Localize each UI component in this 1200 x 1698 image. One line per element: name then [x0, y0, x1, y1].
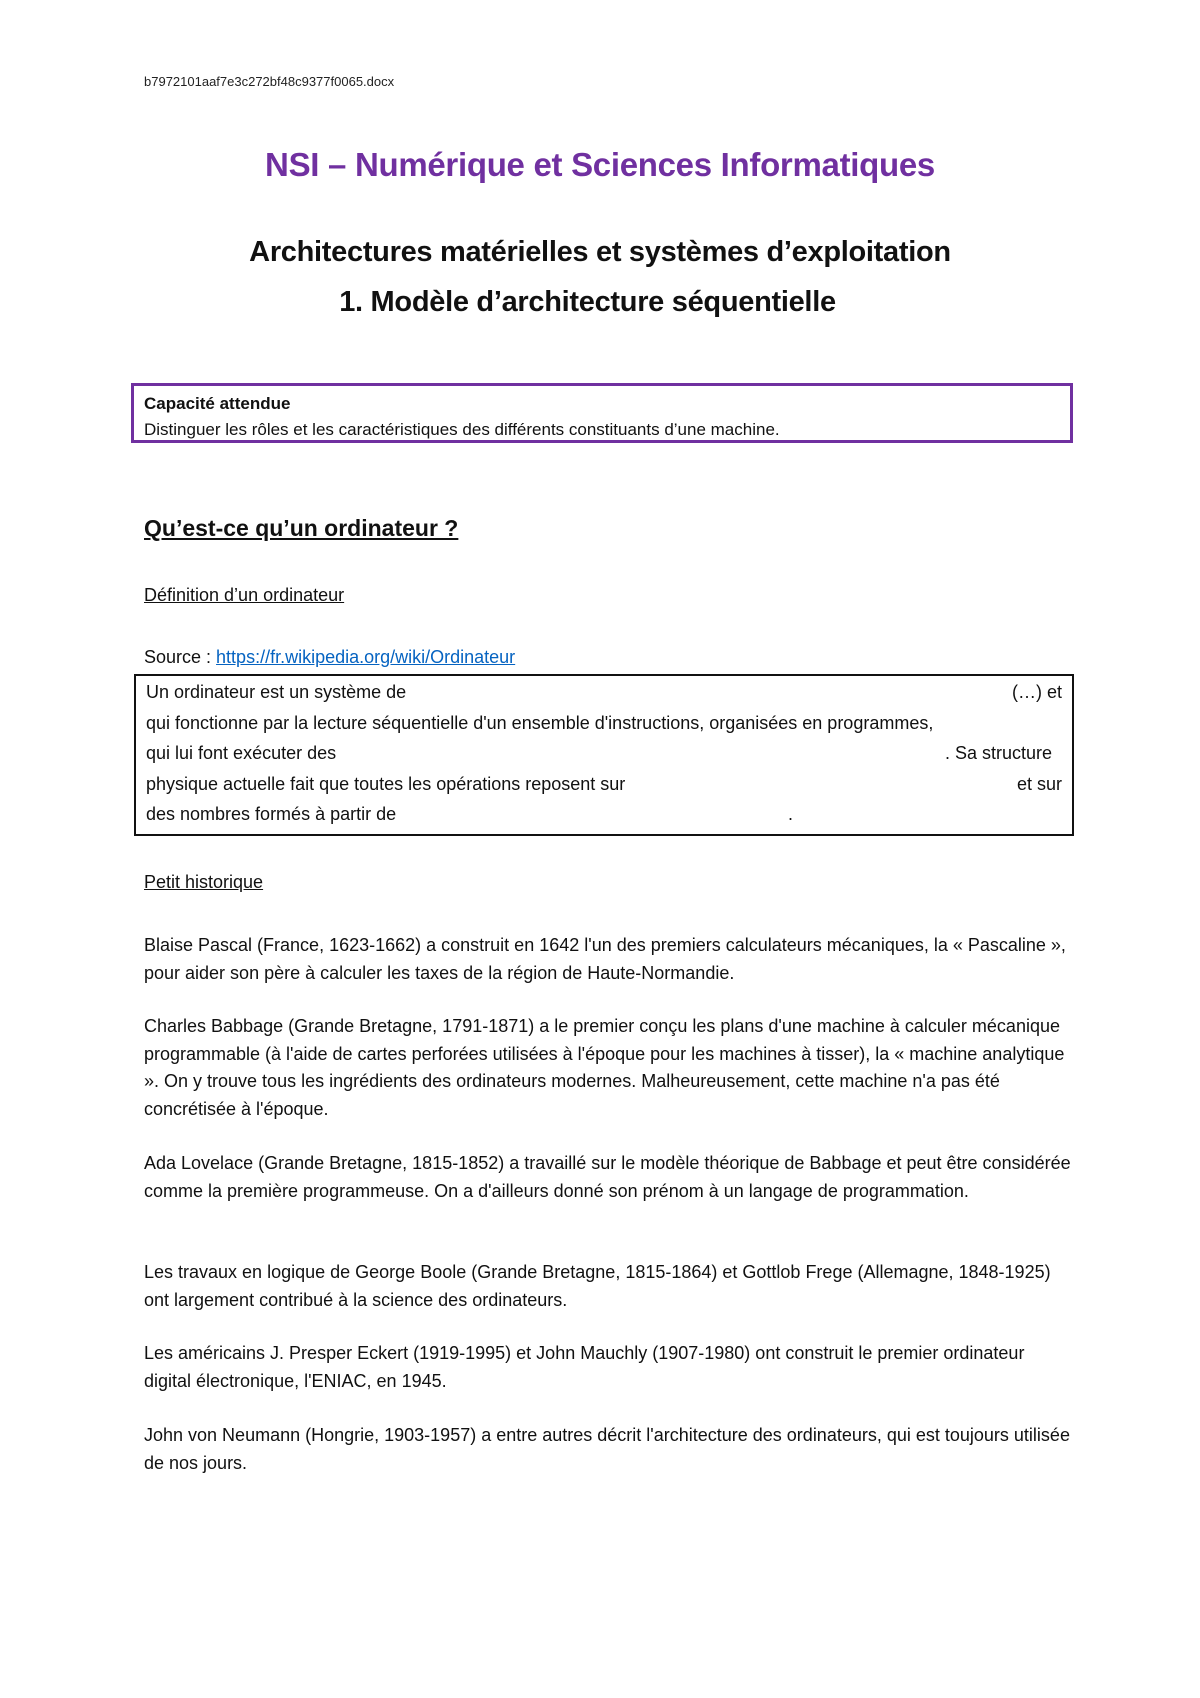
definition-text: physique actuelle fait que toutes les opérations reposent sur: [146, 774, 626, 794]
history-paragraph: Ada Lovelace (Grande Bretagne, 1815-1852) a travaillé sur le modèle théorique de Babbage et peut être considérée comme la première programmeuse. On a d'ailleurs donné son prénom à un langage de programmation.: [144, 1153, 1071, 1201]
definition-text: . Sa structure: [944, 743, 1052, 763]
history-heading: Petit historique: [144, 872, 264, 892]
document-title: NSI – Numérique et Sciences Informatiques: [265, 146, 935, 183]
definition-heading: Définition d’un ordinateur: [144, 585, 345, 605]
definition-line: [146, 769, 1062, 799]
history-paragraph: Charles Babbage (Grande Bretagne, 1791-1871) a le premier conçu les plans d'une machine à calculer mécanique programmable (à l'aide de cartes perforées utilisées à l'époque pour les machines à tisser), la « machine analytique ». On y trouve tous les ingrédients des ordinateurs modernes. Malheureusement, cette machine n'a pas été concrétisée à l'époque.: [144, 1016, 1065, 1119]
source-link[interactable]: https://fr.wikipedia.org/wiki/Ordinateur: [216, 647, 516, 667]
history-paragraph: Blaise Pascal (France, 1623-1662) a construit en 1642 l'un des premiers calculateurs mécaniques, la « Pascaline », pour aider son père à calculer les taxes de la région de Haute-Normandie.: [144, 935, 1066, 983]
section-heading: Qu’est-ce qu’un ordinateur ?: [144, 515, 459, 541]
capacity-text: Distinguer les rôles et les caractéristiques des différents constituants d’une machine.: [144, 420, 780, 439]
document-filename: b7972101aaf7e3c272bf48c9377f0065.docx: [144, 74, 395, 89]
definition-line: [146, 738, 1062, 768]
capacity-label: Capacité attendue: [144, 394, 291, 413]
definition-text: Un ordinateur est un système de: [146, 682, 407, 702]
source-line: [144, 647, 515, 668]
definition-line: [146, 799, 1062, 829]
definition-line: [146, 708, 1062, 738]
history-paragraph: Les américains J. Presper Eckert (1919-1995) et John Mauchly (1907-1980) ont construit le premier ordinateur digital électronique, l'ENIAC, en 1945.: [144, 1343, 1025, 1391]
definition-text: (…) et: [1011, 682, 1062, 702]
history-paragraph: John von Neumann (Hongrie, 1903-1957) a entre autres décrit l'architecture des ordinateurs, qui est toujours utilisée de nos jours.: [144, 1425, 1070, 1473]
source-label: Source :: [144, 647, 217, 667]
definition-box: [134, 674, 1074, 836]
definition-text: qui fonctionne par la lecture séquentielle d'un ensemble d'instructions, organisées en programmes,: [146, 713, 934, 733]
definition-text: des nombres formés à partir de: [146, 804, 397, 824]
chapter-title: 1. Modèle d’architecture séquentielle: [339, 286, 836, 318]
history-paragraph: Les travaux en logique de George Boole (Grande Bretagne, 1815-1864) et Gottlob Frege (Allemagne, 1848-1925) ont largement contribué à la science des ordinateurs.: [144, 1262, 1051, 1310]
definition-text: qui lui font exécuter des: [146, 743, 337, 763]
definition-line: [146, 677, 1062, 707]
definition-text: .: [788, 804, 794, 824]
document-subtitle: Architectures matérielles et systèmes d’exploitation: [249, 236, 951, 268]
definition-text: et sur: [1016, 774, 1062, 794]
capacity-box: [131, 383, 1073, 443]
